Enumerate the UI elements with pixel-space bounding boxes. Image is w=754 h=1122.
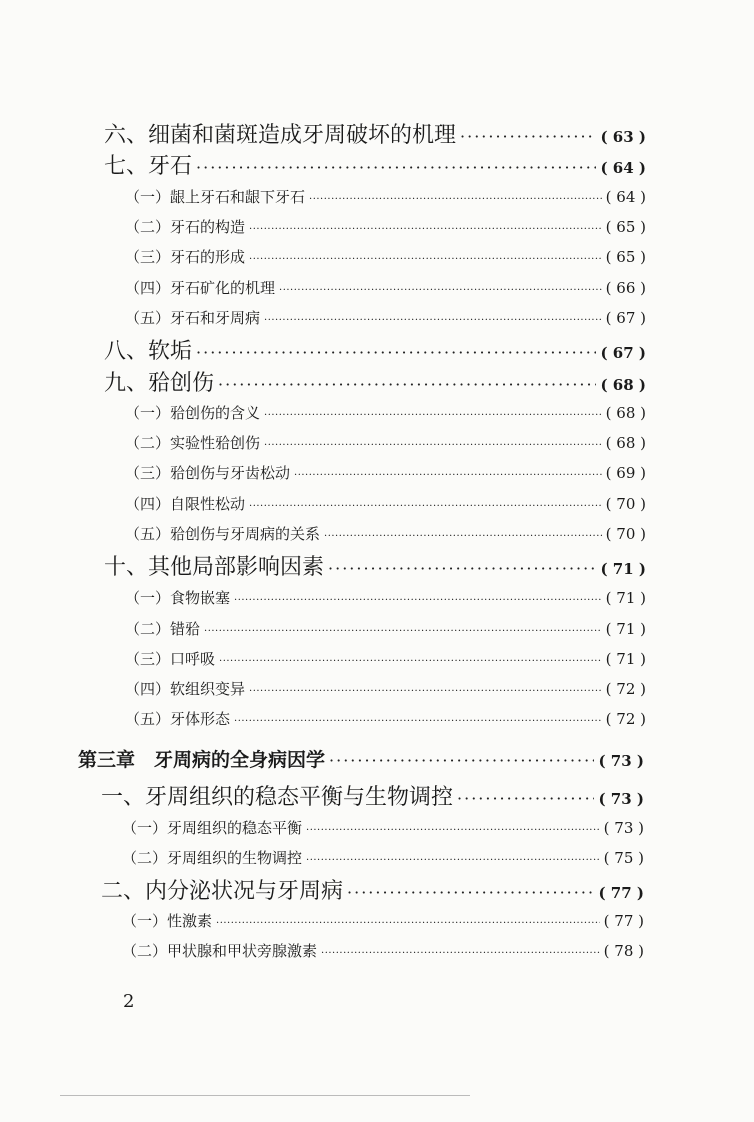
toc-entry-page: ( 71 ): [605, 620, 646, 638]
toc-entry: [125, 220, 646, 235]
leader-dots: [328, 561, 596, 577]
leader-dots: [234, 596, 602, 606]
toc-entry: [78, 751, 644, 770]
toc-entry: [125, 527, 646, 542]
leader-dots: [279, 286, 602, 296]
toc-entry-title: （三）口呼吸: [125, 650, 216, 668]
leader-dots: [196, 160, 596, 176]
toc-entry-page: ( 70 ): [605, 525, 646, 543]
toc-entry-page: ( 68 ): [605, 434, 646, 452]
toc-entry-title: 八、软垢: [104, 339, 193, 364]
toc-entry-page: ( 71 ): [600, 560, 646, 578]
toc-entry: [122, 851, 644, 866]
leader-dots: [347, 885, 594, 901]
leader-dots: [249, 687, 602, 697]
toc-entry-title: （四）软组织变异: [125, 680, 246, 698]
toc-entry-page: ( 63 ): [600, 128, 646, 146]
toc-entry: [125, 652, 646, 667]
toc-entry-title: （一）食物嵌塞: [125, 589, 231, 607]
toc-entry-page: ( 67 ): [600, 344, 646, 362]
toc-entry: [125, 497, 646, 512]
leader-dots: [457, 791, 594, 807]
toc-entry-page: ( 67 ): [605, 309, 646, 327]
toc-entry: [125, 622, 646, 637]
toc-entry: [122, 821, 644, 836]
scan-artifact-line: [60, 1095, 470, 1096]
toc-entry-title: （二）牙周组织的生物调控: [122, 849, 303, 867]
toc-entry-page: ( 72 ): [605, 680, 646, 698]
toc-entry-title: （二）牙石的构造: [125, 218, 246, 236]
toc-entry: [101, 881, 644, 903]
toc-entry-title: （四）自限性松动: [125, 495, 246, 513]
toc-entry: [122, 914, 644, 929]
toc-entry: [104, 125, 646, 147]
toc-entry: [125, 311, 646, 326]
toc-entry-title: （五）牙石和牙周病: [125, 309, 261, 327]
toc-entry: [125, 281, 646, 296]
leader-dots: [460, 129, 596, 145]
toc-entry: [104, 557, 646, 579]
toc-entry-title: 九、𬌗创伤: [104, 371, 215, 396]
toc-entry: [122, 944, 644, 959]
toc-entry-page: ( 73 ): [598, 752, 644, 770]
leader-dots: [321, 949, 600, 959]
leader-dots: [294, 471, 602, 481]
toc-entry: [104, 156, 646, 178]
toc-entry-title: （三）牙石的形成: [125, 248, 246, 266]
toc-chapter-title: 第三章 牙周病的全身病因学: [78, 749, 326, 771]
toc-entry: [125, 466, 646, 481]
leader-dots: [264, 411, 602, 421]
toc-entry: [125, 436, 646, 451]
toc-entry-title: （一）𬌗创伤的含义: [125, 404, 261, 422]
page-number: 2: [123, 991, 135, 1012]
leader-dots: [196, 345, 596, 361]
toc-entry: [101, 787, 644, 809]
leader-dots: [264, 441, 602, 451]
toc-entry-title: （二）实验性𬌗创伤: [125, 434, 261, 452]
toc-entry-title: （一）牙周组织的稳态平衡: [122, 819, 303, 837]
toc-entry-page: ( 70 ): [605, 495, 646, 513]
leader-dots: [249, 255, 602, 265]
toc-entry: [125, 250, 646, 265]
toc-entry-page: ( 68 ): [600, 376, 646, 394]
toc-entry-page: ( 77 ): [598, 884, 644, 902]
toc-entry-title: （三）𬌗创伤与牙齿松动: [125, 464, 291, 482]
toc-entry-title: （一）龈上牙石和龈下牙石: [125, 188, 306, 206]
leader-dots: [309, 195, 602, 205]
leader-dots: [324, 532, 602, 542]
toc-entry-page: ( 77 ): [603, 912, 644, 930]
toc-entry: [125, 190, 646, 205]
toc-entry-page: ( 66 ): [605, 279, 646, 297]
toc-entry-title: （五）牙体形态: [125, 710, 231, 728]
toc-entry-page: ( 71 ): [605, 589, 646, 607]
toc-entry-title: （二）错𬌗: [125, 620, 201, 638]
leader-dots: [234, 717, 602, 727]
toc-entry-page: ( 73 ): [598, 790, 644, 808]
toc-entry: [125, 591, 646, 606]
leader-dots: [216, 919, 600, 929]
toc-entry-page: ( 68 ): [605, 404, 646, 422]
toc-entry-page: ( 65 ): [605, 248, 646, 266]
leader-dots: [329, 753, 594, 769]
leader-dots: [264, 316, 602, 326]
toc-entry-title: （一）性激素: [122, 912, 213, 930]
toc-entry: [104, 341, 646, 363]
toc-entry-title: （四）牙石矿化的机理: [125, 279, 276, 297]
toc-entry: [125, 406, 646, 421]
toc-entry-title: 一、牙周组织的稳态平衡与生物调控: [101, 785, 454, 810]
toc-entry-title: 二、内分泌状况与牙周病: [101, 879, 344, 904]
toc-entry-title: （二）甲状腺和甲状旁腺激素: [122, 942, 318, 960]
leader-dots: [204, 627, 602, 637]
toc-entry-page: ( 73 ): [603, 819, 644, 837]
toc-entry-title: 六、细菌和菌斑造成牙周破坏的机理: [104, 123, 457, 148]
leader-dots: [306, 856, 600, 866]
leader-dots: [219, 657, 602, 667]
toc-entry-title: 七、牙石: [104, 154, 193, 179]
toc-entry: [125, 682, 646, 697]
toc-entry-page: ( 78 ): [603, 942, 644, 960]
toc-entry-page: ( 71 ): [605, 650, 646, 668]
leader-dots: [249, 502, 602, 512]
toc-entry-page: ( 72 ): [605, 710, 646, 728]
leader-dots: [306, 826, 600, 836]
toc-entry: [104, 373, 646, 395]
leader-dots: [249, 225, 602, 235]
toc-entry: [125, 712, 646, 727]
toc-entry-title: 十、其他局部影响因素: [104, 555, 325, 580]
toc-entry-page: ( 69 ): [605, 464, 646, 482]
toc-entry-page: ( 65 ): [605, 218, 646, 236]
leader-dots: [218, 377, 596, 393]
toc-entry-page: ( 64 ): [600, 159, 646, 177]
toc-entry-page: ( 64 ): [605, 188, 646, 206]
toc-entry-title: （五）𬌗创伤与牙周病的关系: [125, 525, 321, 543]
toc-entry-page: ( 75 ): [603, 849, 644, 867]
